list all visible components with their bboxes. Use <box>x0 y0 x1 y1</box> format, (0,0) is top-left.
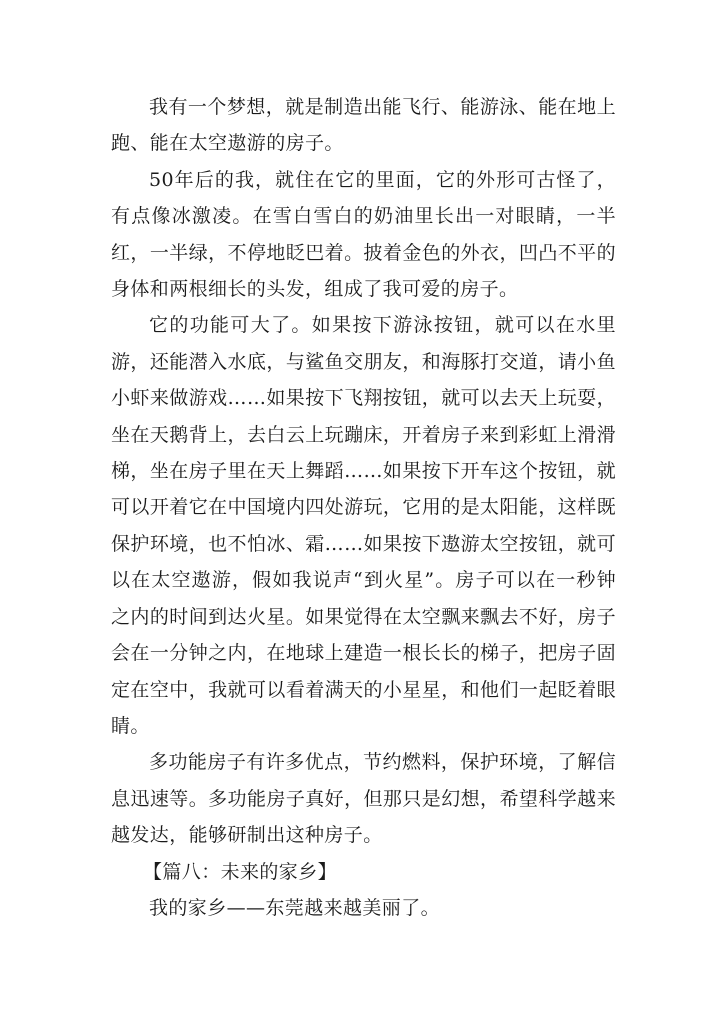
section-heading: 【篇八：未来的家乡】 <box>143 860 338 883</box>
document-body <box>111 89 616 926</box>
paragraph-dream: 我有一个梦想，就是制造出能飞行、能游泳、能在地上跑、能在太空遨游的房子。 <box>111 96 616 155</box>
paragraph-hometown: 我的家乡——东莞越来越美丽了。 <box>149 896 441 919</box>
paragraph-advantages: 多功能房子有许多优点，节约燃料，保护环境，了解信息迅速等。多功能房子真好，但那只是幻想，希望科学越来越发达，能够研制出这种房子。 <box>111 751 616 847</box>
paragraph-appearance: 50年后的我，就住在它的里面，它的外形可古怪了，有点像冰激凌。在雪白雪白的奶油里长出一对眼睛，一半红，一半绿，不停地眨巴着。披着金色的外衣，凹凸不平的身体和两根细长的头发，组成了我可爱的房子。 <box>111 168 616 301</box>
paragraph-functions: 它的功能可大了。如果按下游泳按钮，就可以在水里游，还能潜入水底，与鲨鱼交朋友，和海豚打交道，请小鱼小虾来做游戏……如果按下飞翔按钮，就可以去天上玩耍，坐在天鹅背上，去白云上玩蹦床，开着房子来到彩虹上滑滑梯，坐在房子里在天上舞蹈……如果按下开车这个按钮，就可以开着它在中国境内四处游玩，它用的是太阳能，这样既保护环境，也不怕冰、霜……如果按下遨游太空按钮，就可以在太空遨游，假如我说声“到火星”。房子可以在一秒钟之内的时间到达火星。如果觉得在太空飘来飘去不好，房子会在一分钟之内，在地球上建造一根长长的梯子，把房子固定在空中，我就可以看着满天的小星星，和他们一起眨着眼睛。 <box>111 314 616 737</box>
